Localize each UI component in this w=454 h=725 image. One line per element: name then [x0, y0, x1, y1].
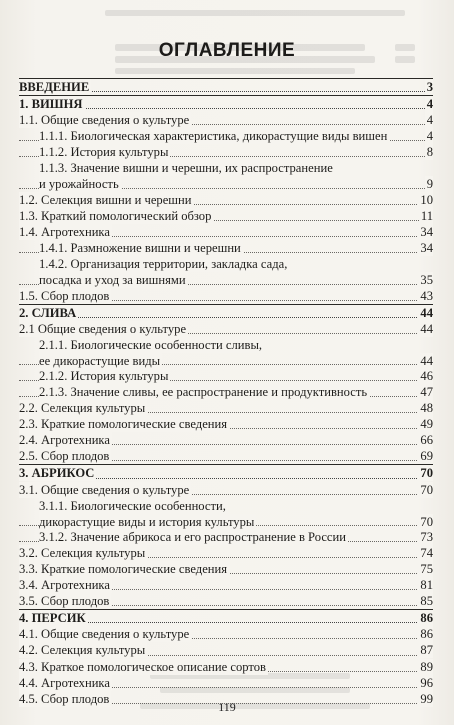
toc-entry-label: 1.5. Сбор плодов: [19, 288, 110, 303]
toc-entry-row[interactable]: [19, 400, 433, 416]
toc-entry-row[interactable]: [19, 368, 433, 384]
toc-entry-label: 1.1.3. Значение вишни и черешни, их распространение: [39, 161, 333, 176]
toc-entry-page: 89: [420, 659, 433, 674]
toc-entry-page: 3: [426, 80, 433, 94]
toc-entry-row[interactable]: [19, 529, 433, 545]
toc-entry-page: 35: [420, 273, 433, 288]
toc-entry-row[interactable]: [19, 337, 433, 353]
toc-entry-page: 48: [420, 401, 433, 416]
toc-entry-label: 1. ВИШНЯ: [19, 97, 83, 112]
toc-entry-page: 49: [420, 417, 433, 432]
toc-entry-label: 1.1.2. История культуры: [39, 145, 169, 160]
toc-entry-row[interactable]: [19, 160, 433, 176]
toc-entry-row[interactable]: [19, 482, 433, 498]
toc-entry-page: 70: [420, 514, 433, 529]
toc-entry-page: 4: [426, 129, 433, 144]
toc-entry-row[interactable]: [19, 240, 433, 256]
toc-entry-page: 99: [420, 691, 433, 706]
toc-entry-label: 1.4.1. Размножение вишни и черешни: [39, 240, 241, 255]
toc-entry-page: 44: [420, 305, 433, 320]
toc-entry-label: 2.2. Селекция культуры: [19, 401, 146, 416]
toc-entry-page: 70: [420, 482, 433, 497]
toc-entry-page: 4: [426, 97, 433, 112]
toc-entry-page: 4: [426, 113, 433, 128]
toc-entry-row[interactable]: [19, 321, 433, 337]
toc-entry-label: 2.1 Общие сведения о культуре: [19, 321, 187, 336]
toc-entry-page: 96: [420, 675, 433, 690]
toc-entry-page: 44: [420, 353, 433, 368]
toc-entry-label: и урожайность: [39, 177, 119, 192]
toc-entry-label: 4.4. Агротехника: [19, 675, 110, 690]
page-title: ОГЛАВЛЕНИЕ: [158, 40, 296, 61]
toc-entry-page: 87: [420, 643, 433, 658]
toc-entry-label: 3.1. Общие сведения о культуре: [19, 482, 190, 497]
toc-entry-page: 66: [420, 433, 433, 448]
toc-entry-page: 85: [420, 594, 433, 609]
toc-entry-page: 74: [420, 546, 433, 561]
toc-entry-page: 70: [420, 466, 433, 481]
toc-entry-label: 1.4.2. Организация территории, закладка сада,: [39, 256, 288, 271]
toc-entry-label: 4.1. Общие сведения о культуре: [19, 627, 190, 642]
toc-entry-label: ВВЕДЕНИЕ: [19, 80, 90, 94]
toc-entry-label: 3.3. Краткие помологические сведения: [19, 562, 228, 577]
toc-entry-label: 2.1.3. Значение сливы, ее распространение и продуктивность: [39, 385, 368, 400]
toc-entry-label: дикорастущие виды и история культуры: [39, 514, 255, 529]
toc-entry-label: 2.3. Краткие помологические сведения: [19, 417, 228, 432]
toc-entry-page: 86: [420, 611, 433, 626]
toc-section-row[interactable]: [19, 465, 433, 481]
toc-entry-label: 4.3. Краткое помологическое описание сортов: [19, 659, 266, 674]
toc-entry-label: посадка и уход за вишнями: [39, 273, 186, 288]
toc-entry-page: 47: [420, 385, 433, 400]
toc-entry-row[interactable]: [19, 545, 433, 561]
toc-entry-row[interactable]: [19, 144, 433, 160]
toc-entry-label: 2.1.2. История культуры: [39, 369, 169, 384]
toc-entry-page: 9: [426, 177, 433, 192]
toc-entry-page: 69: [420, 449, 433, 464]
toc-entry-label: 4. ПЕРСИК: [19, 611, 86, 626]
toc-entry-row[interactable]: [19, 128, 433, 144]
toc-entry-page: 46: [420, 369, 433, 384]
toc-entry-row[interactable]: [19, 626, 433, 642]
toc-entry-page: 73: [420, 530, 433, 545]
toc-entry-row[interactable]: [19, 577, 433, 593]
toc-entry-page: 43: [420, 288, 433, 303]
dot-leader: [19, 317, 433, 318]
toc-entry-label: 2.5. Сбор плодов: [19, 449, 110, 464]
page-number: 119: [218, 700, 236, 714]
toc-entry-row[interactable]: [19, 642, 433, 658]
toc-entry-row[interactable]: [19, 384, 433, 400]
toc-entry-label: 4.5. Сбор плодов: [19, 691, 110, 706]
toc-entry-page: 86: [420, 627, 433, 642]
toc-entry-row[interactable]: [19, 256, 433, 272]
toc-entry-page: 11: [420, 208, 433, 223]
toc-entry-label: 1.4. Агротехника: [19, 224, 110, 239]
toc-entry-page: 8: [426, 145, 433, 160]
toc-entry-row[interactable]: [19, 416, 433, 432]
toc-entry-label: 3.1.2. Значение абрикоса и его распространение в России: [39, 530, 346, 545]
toc-entry-page: 34: [420, 224, 433, 239]
toc-entry-label: 2.1.1. Биологические особенности сливы,: [39, 337, 263, 352]
toc-entry-page: 75: [420, 562, 433, 577]
toc-section-row[interactable]: [19, 79, 433, 95]
toc-entry-row[interactable]: [19, 514, 433, 530]
toc-entry-label: 2. СЛИВА: [19, 305, 77, 320]
toc-entry-label: ее дикорастущие виды: [39, 353, 161, 368]
toc-entry-label: 1.1. Общие сведения о культуре: [19, 113, 190, 128]
toc-entry-page: 44: [420, 321, 433, 336]
toc-entry-page: 10: [420, 192, 433, 207]
toc-section-row[interactable]: [19, 610, 433, 626]
toc-entry-row[interactable]: [19, 192, 433, 208]
toc-entry-label: 1.2. Селекция вишни и черешни: [19, 192, 192, 207]
toc-entry-label: 3.4. Агротехника: [19, 578, 110, 593]
toc-entry-label: 1.3. Краткий помологический обзор: [19, 208, 212, 223]
toc-entry-row[interactable]: [19, 224, 433, 240]
toc-entry-label: 1.1.1. Биологическая характеристика, дикорастущие виды вишен: [39, 129, 388, 144]
table-of-contents: [19, 78, 433, 707]
toc-entry-page: 34: [420, 240, 433, 255]
toc-entry-row[interactable]: [19, 432, 433, 448]
toc-entry-row[interactable]: [19, 112, 433, 128]
toc-entry-row[interactable]: [19, 675, 433, 691]
toc-entry-row[interactable]: [19, 176, 433, 192]
toc-entry-label: 4.2. Селекция культуры: [19, 643, 146, 658]
toc-section-row[interactable]: [19, 96, 433, 112]
toc-entry-row[interactable]: [19, 498, 433, 514]
toc-entry-row[interactable]: [19, 208, 433, 224]
toc-entry-page: 81: [420, 578, 433, 593]
toc-entry-row[interactable]: [19, 659, 433, 675]
toc-entry-label: 3.5. Сбор плодов: [19, 594, 110, 609]
toc-entry-row[interactable]: [19, 288, 433, 304]
toc-entry-row[interactable]: [19, 272, 433, 288]
toc-entry-label: 2.4. Агротехника: [19, 433, 110, 448]
toc-entry-row[interactable]: [19, 353, 433, 369]
toc-section-row[interactable]: [19, 305, 433, 321]
toc-entry-label: 3. АБРИКОС: [19, 466, 95, 481]
toc-entry-row[interactable]: [19, 448, 433, 464]
toc-entry-label: 3.1.1. Биологические особенности,: [39, 498, 226, 513]
toc-entry-label: 3.2. Селекция культуры: [19, 546, 146, 561]
toc-entry-row[interactable]: [19, 593, 433, 609]
toc-entry-row[interactable]: [19, 561, 433, 577]
